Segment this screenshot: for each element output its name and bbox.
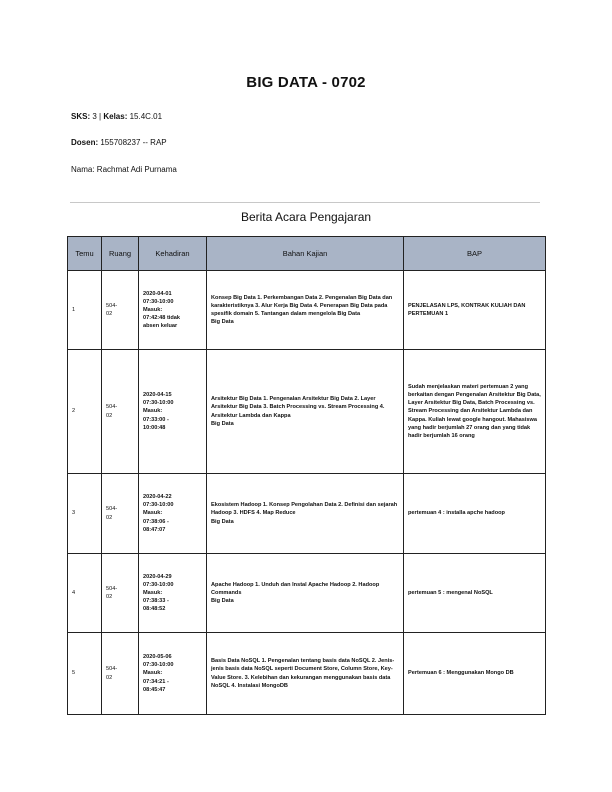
cell-bap: PENJELASAN LPS, KONTRAK KULIAH DAN PERTEMUAN 1 <box>404 271 546 350</box>
cell-temu: 4 <box>68 554 102 633</box>
table-header-row <box>68 237 546 271</box>
section-title: Berita Acara Pengajaran <box>240 210 372 224</box>
cell-kehadiran: 2020-04-15 07:30-10:00 Masuk: 07:33:00 - 10:00:48 <box>139 350 207 474</box>
cell-ruang: 504- 02 <box>102 350 139 474</box>
separator: | <box>99 112 102 121</box>
table-row <box>68 554 546 633</box>
cell-temu: 1 <box>68 271 102 350</box>
table-row <box>68 350 546 474</box>
header-ruang: Ruang <box>102 237 139 271</box>
cell-temu: 2 <box>68 350 102 474</box>
cell-ruang: 504- 02 <box>102 633 139 715</box>
cell-ruang: 504- 02 <box>102 554 139 633</box>
header-bahan-kajian: Bahan Kajian <box>207 237 404 271</box>
cell-bahan-kajian: Basis Data NoSQL 1. Pengenalan tentang basis data NoSQL 2. Jenis-jenis basis data NoSQL seperti Document Store, Column Store, Key-Value Store. 3. Kelebihan dan kekurangan menggunakan basis data NoSQL 4. Instalasi MongoDB <box>207 633 404 715</box>
dosen-line <box>71 138 167 147</box>
sks-value: 3 <box>92 112 97 121</box>
cell-bap: Sudah menjelaskan materi pertemuan 2 yang berkaitan dengan Pengenalan Arsitektur Big Data, Layer Arsitektur Big Data, Batch Processing vs. Stream Processing dan Arsitektur Lambda dan Kappa. Kuliah lewat google hangout. Mahasiswa yang hadir berjumlah 27 orang dan yang tidak hadir berjumlah 16 orang <box>404 350 546 474</box>
cell-kehadiran: 2020-05-06 07:30-10:00 Masuk: 07:34:21 - 08:45:47 <box>139 633 207 715</box>
cell-bap: pertemuan 5 : mengenal NoSQL <box>404 554 546 633</box>
dosen-value: 155708237 -- RAP <box>100 138 167 147</box>
cell-bap: pertemuan 4 : installa apche hadoop <box>404 474 546 554</box>
cell-kehadiran: 2020-04-01 07:30-10:00 Masuk: 07:42:48 tidak absen keluar <box>139 271 207 350</box>
bap-table <box>67 236 546 715</box>
cell-temu: 5 <box>68 633 102 715</box>
header-bap: BAP <box>404 237 546 271</box>
header-kehadiran: Kehadiran <box>139 237 207 271</box>
cell-kehadiran: 2020-04-22 07:30-10:00 Masuk: 07:38:06 - 08:47:07 <box>139 474 207 554</box>
cell-bap: Pertemuan 6 : Menggunakan Mongo DB <box>404 633 546 715</box>
cell-kehadiran: 2020-04-29 07:30-10:00 Masuk: 07:38:33 - 08:48:52 <box>139 554 207 633</box>
sks-kelas-line <box>71 112 162 121</box>
table-row <box>68 474 546 554</box>
header-temu: Temu <box>68 237 102 271</box>
kelas-value: 15.4C.01 <box>129 112 163 121</box>
cell-ruang: 504- 02 <box>102 474 139 554</box>
cell-temu: 3 <box>68 474 102 554</box>
cell-bahan-kajian: Apache Hadoop 1. Unduh dan Instal Apache Hadoop 2. Hadoop Commands Big Data <box>207 554 404 633</box>
cell-bahan-kajian: Arsitektur Big Data 1. Pengenalan Arsitektur Big Data 2. Layer Arsitektur Big Data 3. Batch Processing vs. Stream Processing 4. Arsitektur Lambda dan Kappa Big Data <box>207 350 404 474</box>
sks-label: SKS: <box>71 112 91 121</box>
table-row <box>68 271 546 350</box>
course-title: BIG DATA - 0702 <box>246 74 366 91</box>
cell-bahan-kajian: Ekosistem Hadoop 1. Konsep Pengolahan Data 2. Definisi dan sejarah Hadoop 3. HDFS 4. Map Reduce Big Data <box>207 474 404 554</box>
divider <box>70 202 540 203</box>
cell-bahan-kajian: Konsep Big Data 1. Perkembangan Data 2. Pengenalan Big Data dan karakteristiknya 3. Alur Kerja Big Data 4. Penerapan Big Data pada spesifik domain 5. Tantangan dalam mengelola Big Data Big Data <box>207 271 404 350</box>
dosen-label: Dosen: <box>71 138 99 147</box>
table-row <box>68 633 546 715</box>
cell-ruang: 504- 02 <box>102 271 139 350</box>
student-name: Nama: Rachmat Adi Purnama <box>71 165 177 174</box>
kelas-label: Kelas: <box>103 112 128 121</box>
